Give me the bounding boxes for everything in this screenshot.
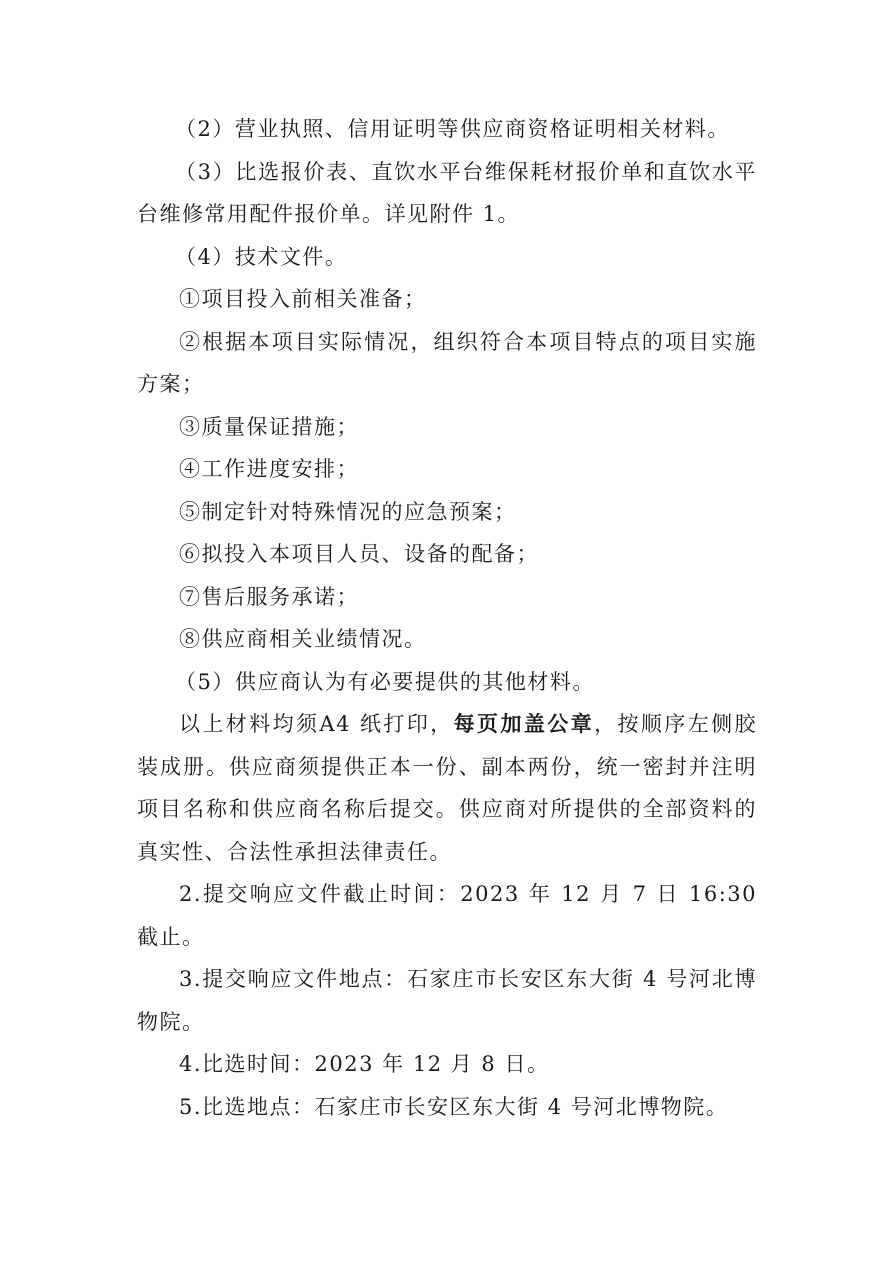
list-item-performance: ⑧供应商相关业绩情况。	[179, 627, 427, 651]
item-deadline: 2.提交响应文件截止时间：2023 年 12 月 7 日 16:30 截止。	[137, 882, 757, 949]
item-selection-location: 5.比选地点：石家庄市长安区东大街 4 号河北博物院。	[179, 1094, 729, 1119]
paragraph-technical-docs: （4）技术文件。	[175, 244, 348, 269]
list-item-staff-equipment: ⑥拟投入本项目人员、设备的配备；	[179, 542, 539, 566]
list-item-schedule: ④工作进度安排；	[179, 457, 359, 481]
materials-note-before: 以上材料均须A4 纸打印，	[179, 712, 454, 736]
document-body	[137, 108, 757, 1128]
item-selection-time: 4.比选时间：2023 年 12 月 8 日。	[179, 1052, 550, 1076]
materials-note-seal: 每页加盖公章	[453, 711, 595, 736]
item-submission-location: 3.提交响应文件地点：石家庄市长安区东大街 4 号河北博物院。	[137, 967, 757, 1034]
paragraph-other-materials: （5）供应商认为有必要提供的其他材料。	[175, 669, 595, 694]
list-item-preparation: ①项目投入前相关准备；	[179, 287, 427, 311]
list-item-quality-assurance: ③质量保证措施；	[179, 414, 359, 439]
list-item-emergency-plan: ⑤制定针对特殊情况的应急预案；	[179, 499, 517, 524]
paragraph-materials-note	[137, 703, 757, 873]
materials-note-after: ，按顺序左侧胶装成册。供应商须提供正本一份、副本两份，统一密封并注明项目名称和供应商名称后提交。供应商对所提供的全部资料的真实性、合法性承担法律责任。	[137, 712, 758, 864]
paragraph-business-license: （2）营业执照、信用证明等供应商资格证明相关材料。	[175, 117, 730, 141]
list-item-implementation-plan: ②根据本项目实际情况，组织符合本项目特点的项目实施方案；	[137, 329, 757, 396]
list-item-after-sales: ⑦售后服务承诺；	[179, 584, 359, 609]
paragraph-price-quote: （3）比选报价表、直饮水平台维保耗材报价单和直饮水平台维修常用配件报价单。详见附件 1。	[137, 159, 757, 226]
